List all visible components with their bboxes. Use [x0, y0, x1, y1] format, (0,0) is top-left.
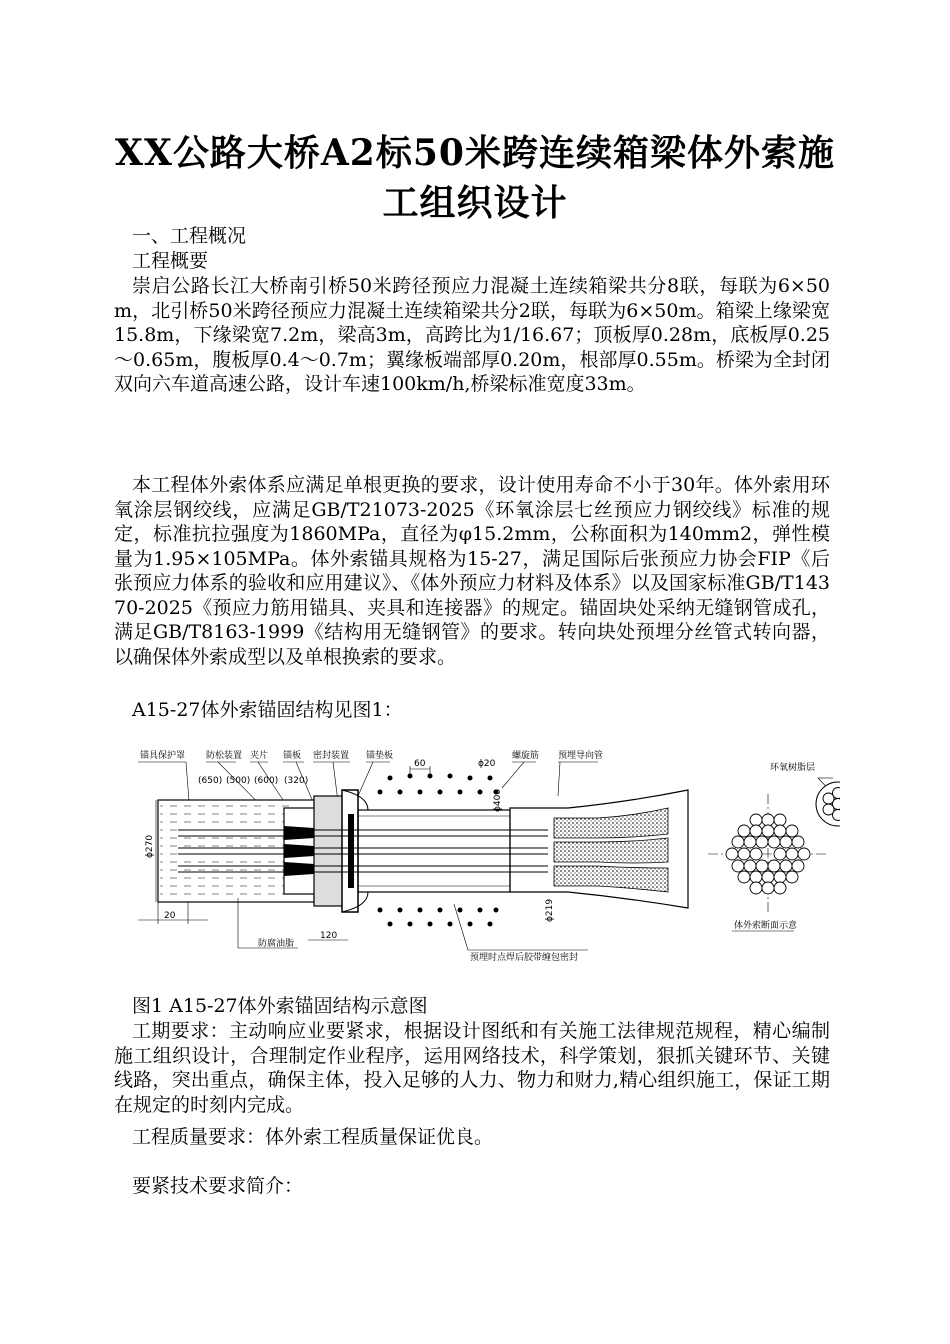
label-grease: 防腐油脂 [258, 939, 295, 949]
dim-600: (600) [254, 776, 279, 786]
dim-phi400: ϕ400 [493, 788, 503, 812]
dim-120: 120 [320, 931, 338, 941]
label-bearing-plate: 锚垫板 [366, 751, 394, 761]
figure-reference: A15-27体外索锚固结构见图1： [132, 699, 403, 721]
subsection-heading: 工程概要 [132, 250, 209, 272]
dim-650: (650) [198, 776, 223, 786]
label-anchor-cap: 锚具保护罩 [140, 751, 186, 761]
label-anchor-plate: 锚板 [283, 751, 302, 761]
label-guide-pipe: 预埋导向管 [558, 751, 604, 761]
document-title-line-1: XX公路大桥A2标50米跨连续箱梁体外索施 [115, 132, 835, 174]
dim-500: (500) [226, 776, 251, 786]
cable-cross-section [708, 782, 840, 931]
cable-system-paragraph: 本工程体外索体系应满足单根更换的要求，设计使用寿命不小于30年。体外索用环氧涂层钢绞线，应满足GB/T21073-2025《环氧涂层七丝预应力钢绞线》标准的规定，标准抗拉强度为1860MPa，直径为φ15.2mm，公称面积为140mm2，弹性模量为1.95×105MPa。体外索锚具规格为15-27，满足国际后张预应力协会FIP《后张预应力体系的验收和应用建议》、《体外预应力材料及体系》以及国家标准GB/T14370-2025《预应力筋用锚具、夹具和连接器》的规定。锚固块处采纳无缝钢管成孔，满足GB/T8163-1999《结构用无缝钢管》的要求。转向块处预埋分丝管式转向器，以确保体外索成型以及单根换索的要求。 [114, 474, 830, 668]
dim-320: (320) [284, 776, 309, 786]
dim-phi20: ϕ20 [478, 759, 496, 769]
figure-caption: 图1 A15-27体外索锚固结构示意图 [132, 995, 428, 1017]
label-weld-note: 预埋时点焊后胶带缠包密封 [470, 953, 579, 963]
label-spiral: 螺旋筋 [512, 751, 540, 761]
schedule-paragraph: 工期要求：主动响应业要紧求，根据设计图纸和有关施工法律规范规程，精心编制施工组织设计，合理制定作业程序，运用网络技术，科学策划，狠抓关键环节、关键线路，突出重点，确保主体，投入足够的人力、物力和财力,精心组织施工，保证工期在规定的时刻内完成。 [114, 1020, 830, 1116]
tech-heading: 要紧技术要求简介： [132, 1175, 304, 1197]
overview-paragraph: 崇启公路长江大桥南引桥50米跨径预应力混凝土连续箱梁共分8联，每联为6×50m，北引桥50米跨径预应力混凝土连续箱梁共分2联，每联为6×50m。箱梁上缘梁宽15.8m，下缘梁宽7.2m，梁高3m，高跨比为1/16.67；顶板厚0.28m，底板厚0.25～0.65m，腹板厚0.4～0.7m；翼缘板端部厚0.20m，根部厚0.55m。桥梁为全封闭双向六车道高速公路，设计车速100km/h,桥梁标准宽度33m。 [114, 275, 830, 395]
label-section-note: 体外索断面示意 [734, 921, 798, 931]
anchorage-figure [128, 738, 840, 978]
dim-phi219: ϕ219 [545, 898, 555, 922]
label-resin-layer: 环氧树脂层 [770, 763, 816, 773]
anchorage-drawing [128, 738, 840, 978]
label-anti-loose: 防松装置 [206, 751, 243, 761]
dim-phi270: ϕ270 [145, 834, 155, 858]
dim-20: 20 [164, 911, 176, 921]
quality-paragraph: 工程质量要求：体外索工程质量保证优良。 [132, 1126, 494, 1148]
document-title-line-2: 工组织设计 [382, 182, 568, 224]
label-seal: 密封装置 [313, 751, 350, 761]
label-clip: 夹片 [250, 751, 269, 761]
dim-60: 60 [414, 759, 426, 769]
section-heading: 一、工程概况 [132, 225, 247, 247]
